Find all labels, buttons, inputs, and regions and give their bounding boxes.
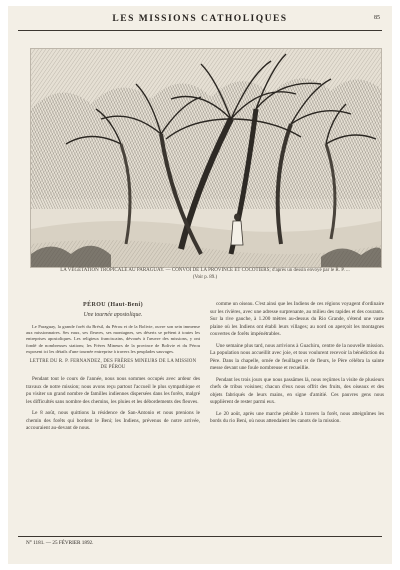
page-header: LES MISSIONS CATHOLIQUES: [112, 14, 288, 24]
letter-heading: LETTRE DU R. P. FERNANDEZ, DES FRÈRES MINEURS DE LA MISSION DE PÉROU: [29, 359, 197, 371]
palm-forest-engraving: [31, 49, 381, 267]
page-number: 85: [374, 15, 380, 21]
body-paragraph-1: Pendant tout le cours de l'année, nous nous sommes occupés avec ardeur des travaux de notre mission; nous avons reçu partout l'accueil le plus sympathique et pu visiter un grand nombre de familles indiennes dispersées dans les forêts, malgré les difficultés sans nombre des chemins, les pluies et les débordements des fleuves.: [26, 376, 200, 405]
illustration-caption: [32, 268, 378, 281]
caption-line-2: (Voir p. 89.): [192, 274, 218, 280]
body-paragraph-5: Pendant les trois jours que nous passâmes là, nous reçûmes la visite de plusieurs chefs de tribus voisines; chacun d'eux nous offrit des fruits, des oiseaux et des objets fabriqués de leurs mains, en signe d'amitié. Ces pauvres gens nous supplièrent de rester parmi eux.: [210, 376, 384, 405]
section-title: PÉROU (Haut-Beni): [83, 302, 143, 308]
intro-paragraph: Le Paraguay, la grande forêt du Brésil, du Pérou et de la Bolivie, ouvre son sein immense aux missionnaires. Ses eaux, ses fleuves, ses montagnes, ses déserts se prêtent à toutes les entreprises apostoliques. Les religieux franciscains, dévoués à l'œuvre des missions, y ont fondé de nombreuses stations; les Frères Mineurs de la province de Bolivie et du Pérou exposent ici les détails d'une tournée entreprise à travers les peuplades sauvages.: [26, 324, 200, 354]
engraving-illustration: [30, 48, 382, 268]
caption-line-1: LA VÉGÉTATION TROPICALE AU PARAGUAY. — CONVOI DE LA PROVINCE ET COCOTIERS; d'après un dessin envoyé par le R. P. ...: [60, 268, 350, 273]
body-paragraph-2: Le 8 août, nous quittions la résidence de San-Antonio et nous prenions le chemin des forêts qui bordent le Beni; les Indiens, prévenus de notre arrivée, accouraient au-devant de nous.: [26, 410, 200, 432]
page: [8, 6, 392, 564]
page-footer: [26, 540, 374, 548]
body-paragraph-4: Une semaine plus tard, nous arrivions à Guachiru, centre de la nouvelle mission. La population nous accueillit avec joie, et tous voulurent recevoir la bénédiction du Père. Dans la chapelle, ornée de feuillages et de fleurs, le Père célébra la sainte messe devant une foule nombreuse et recueillie.: [210, 342, 384, 371]
header-rule: [18, 30, 382, 31]
left-column: [26, 302, 200, 437]
issue-line: N° 1181. — 25 FÉVRIER 1892.: [26, 540, 94, 546]
body-paragraph-6: Le 20 août, après une marche pénible à travers la forêt, nous atteignîmes les bords du rio Beni, où nous attendaient les canots de la mission.: [210, 410, 384, 424]
body-paragraph-3: comme un oiseau. C'est ainsi que les Indiens de ces régions voyagent d'ordinaire sur les rivières, avec une adresse surprenante, au milieu des rapides et des courants. Sur la rive gauche, à 1.200 mètres au-dessus du Rio Grande, s'étend une vaste plaine où les Indiens ont établi leurs villages; au nord on aperçoit les montagnes couvertes de forêts impénétrables.: [210, 301, 384, 337]
section-subtitle: Une tournée apostolique.: [83, 311, 143, 318]
right-column: [210, 301, 384, 430]
footer-rule: [18, 536, 382, 537]
